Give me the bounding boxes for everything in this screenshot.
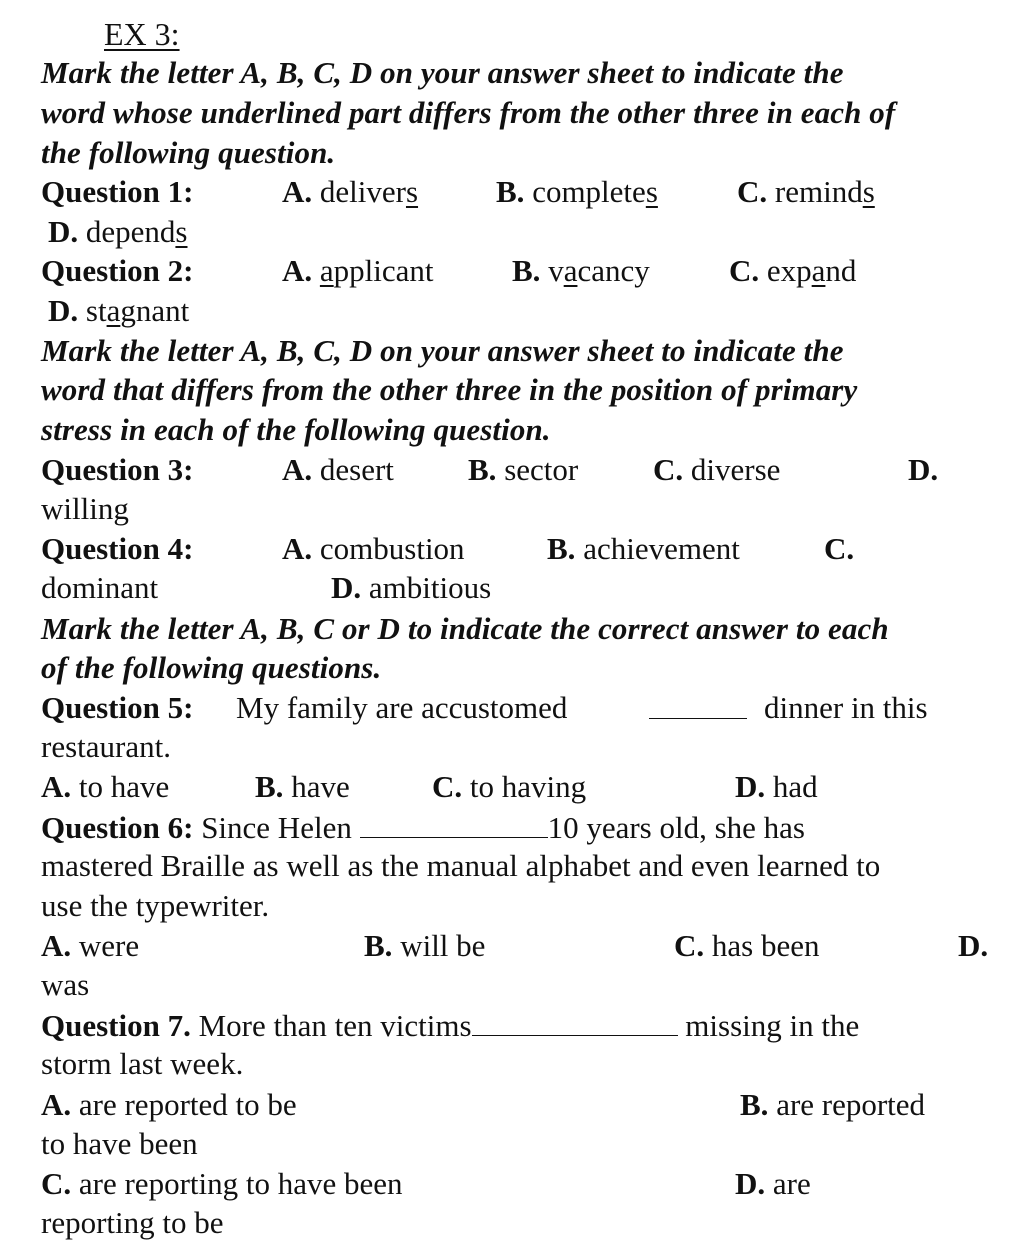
question-1-option-c: C. reminds (737, 174, 875, 209)
question-7-option-d-cont: reporting to be (41, 1205, 224, 1240)
instruction-stress-line-1: Mark the letter A, B, C, D on your answer sheet to indicate the (41, 333, 844, 368)
question-1-option-a: A. delivers (282, 174, 419, 209)
question-5-option-a: A. to have (41, 769, 170, 804)
instruction-stress-line-3: stress in each of the following question. (41, 412, 551, 447)
question-2-option-c: C. expand (729, 253, 857, 288)
question-6-option-a: A. were (41, 928, 140, 963)
question-4-option-d: D. ambitious (331, 570, 492, 605)
question-3-label: Question 3: (41, 452, 194, 487)
question-7-stem-line-2: storm last week. (41, 1046, 244, 1081)
question-6-option-d-text: was (41, 967, 90, 1002)
instruction-grammar-line-1: Mark the letter A, B, C or D to indicate the correct answer to each (41, 611, 889, 646)
question-4-option-c-text: dominant (41, 570, 159, 605)
question-5-text-before: My family are accustomed (236, 690, 568, 725)
question-1-option-b: B. completes (496, 174, 658, 209)
question-7-option-d: D. are (735, 1166, 811, 1201)
question-5-label: Question 5: (41, 690, 194, 725)
question-3-option-c: C. diverse (653, 452, 781, 487)
instruction-pronunciation-line-1: Mark the letter A, B, C, D on your answer sheet to indicate the (41, 55, 844, 90)
question-5-text-cont: restaurant. (41, 729, 171, 764)
question-4-option-b: B. achievement (547, 531, 740, 566)
question-5-option-b: B. have (255, 769, 350, 804)
question-2-option-d: D. stagnant (48, 293, 190, 328)
question-3-option-b: B. sector (468, 452, 579, 487)
instruction-pronunciation-line-2: word whose underlined part differs from the other three in each of (41, 95, 896, 130)
question-2-label: Question 2: (41, 253, 194, 288)
question-7-option-c: C. are reporting to have been (41, 1166, 403, 1201)
question-1-label: Question 1: (41, 174, 194, 209)
question-5-blank (649, 688, 747, 728)
question-6-stem-line-1: Question 6: Since Helen 10 years old, she has (41, 807, 805, 847)
question-7-option-a: A. are reported to be (41, 1087, 297, 1122)
question-2-option-b: B. vacancy (512, 253, 650, 288)
question-3-option-d-label: D. (908, 452, 939, 487)
question-6-option-b: B. will be (364, 928, 486, 963)
question-4-label: Question 4: (41, 531, 194, 566)
exercise-title: EX 3: (104, 16, 180, 52)
question-6-stem-line-3: use the typewriter. (41, 888, 270, 923)
question-2-option-a: A. applicant (282, 253, 434, 288)
question-7-stem-line-1: Question 7. More than ten victims missing in the (41, 1005, 859, 1045)
question-1-option-d: D. depends (48, 214, 188, 249)
question-6-stem-line-2: mastered Braille as well as the manual alphabet and even learned to (41, 848, 881, 883)
question-5-option-c: C. to having (432, 769, 587, 804)
question-6-option-d-label: D. (958, 928, 989, 963)
question-6-option-c: C. has been (674, 928, 820, 963)
question-3-option-a: A. desert (282, 452, 394, 487)
instruction-grammar-line-2: of the following questions. (41, 650, 382, 685)
question-4-option-a: A. combustion (282, 531, 465, 566)
instruction-pronunciation-line-3: the following question. (41, 135, 336, 170)
question-3-option-d-text: willing (41, 491, 129, 526)
question-5-text-after: dinner in this (764, 690, 928, 725)
question-7-option-b-cont: to have been (41, 1126, 198, 1161)
instruction-stress-line-2: word that differs from the other three in the position of primary (41, 372, 858, 407)
question-4-option-c-label: C. (824, 531, 855, 566)
question-7-option-b: B. are reported (740, 1087, 926, 1122)
question-5-option-d: D. had (735, 769, 818, 804)
